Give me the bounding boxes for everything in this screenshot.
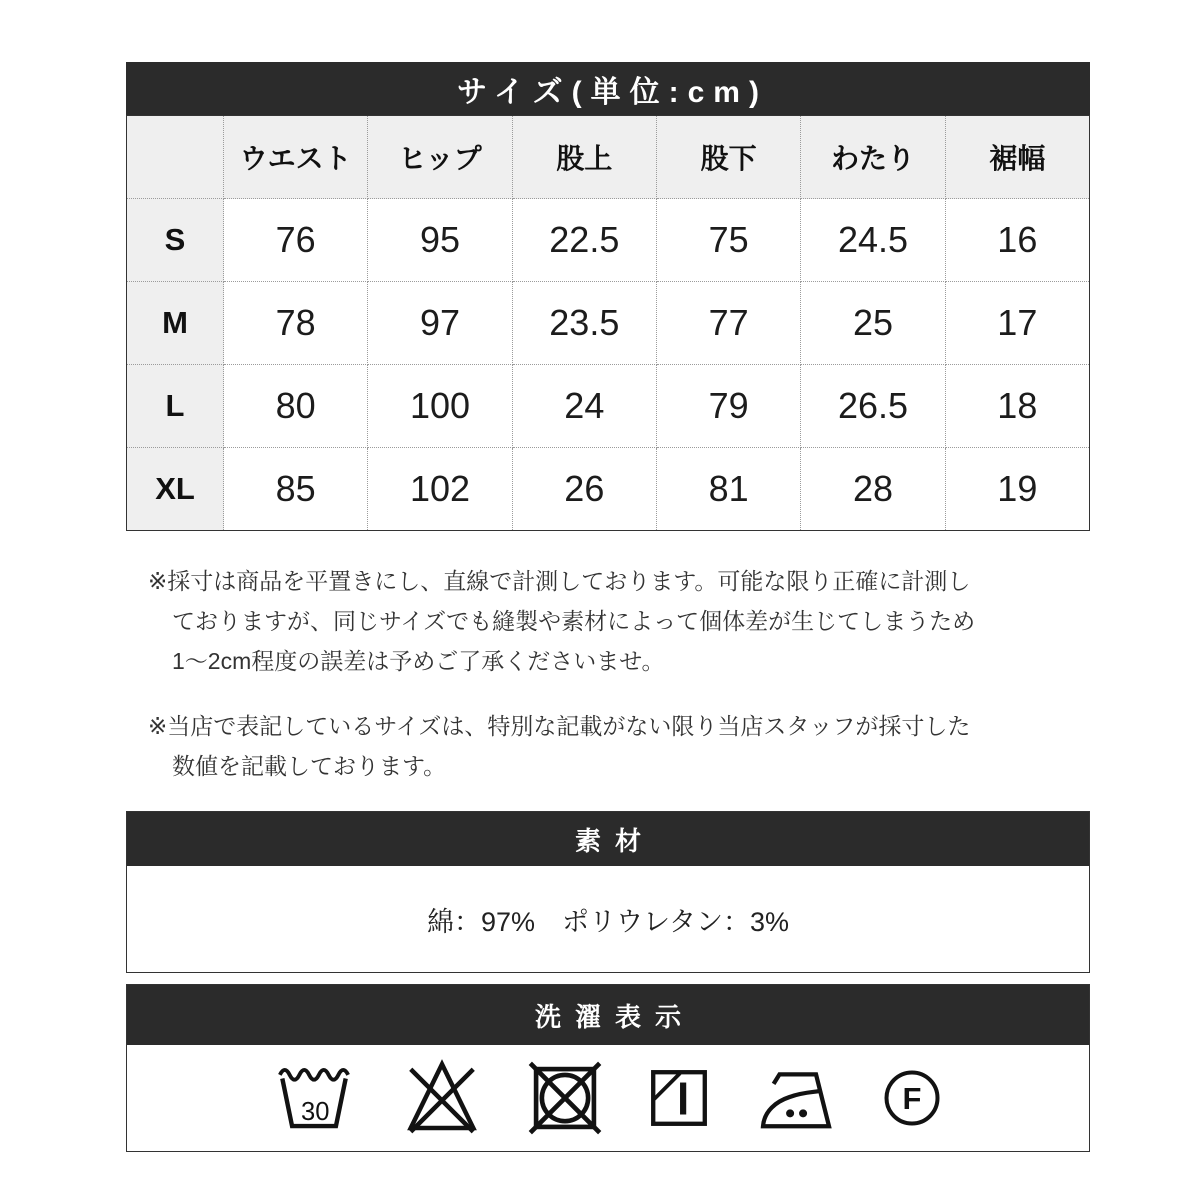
column-header: 股下 (656, 116, 800, 199)
measurement-cell: 16 (945, 199, 1089, 282)
measurement-cell: 76 (224, 199, 368, 282)
material-section (126, 811, 1090, 973)
measurement-cell: 24 (512, 365, 656, 448)
measurement-cell: 78 (224, 282, 368, 365)
column-header: 股上 (512, 116, 656, 199)
size-row-xl (127, 448, 1090, 531)
measurement-cell: 17 (945, 282, 1089, 365)
measurement-cell: 28 (801, 448, 945, 531)
measurement-cell: 100 (368, 365, 512, 448)
note-line: ※当店で表記しているサイズは、特別な記載がない限り当店スタッフが採寸した (148, 713, 971, 739)
material-title: 素材 (574, 825, 655, 856)
size-row-s (127, 199, 1090, 282)
note-line: ※採寸は商品を平置きにし、直線で計測しております。可能な限り正確に計測し (148, 568, 971, 594)
size-table-header (127, 116, 1090, 199)
note-1 (148, 561, 1090, 681)
measurement-cell: 75 (656, 199, 800, 282)
measurement-cell: 81 (656, 448, 800, 531)
size-table (126, 115, 1090, 531)
measurement-cell: 19 (945, 448, 1089, 531)
material-text: 綿：97% ポリウレタン：3% (427, 906, 789, 937)
dry-clean-letter: F (902, 1081, 922, 1116)
material-content (127, 866, 1089, 972)
laundry-title: 洗濯表示 (534, 1001, 695, 1032)
size-label: M (127, 282, 224, 365)
measurement-cell: 85 (224, 448, 368, 531)
size-label: XL (127, 448, 224, 531)
note-line: ておりますが、同じサイズでも縫製や素材によって個体差が生じてしまうため (172, 608, 976, 634)
measurement-cell: 79 (656, 365, 800, 448)
measurement-cell: 23.5 (512, 282, 656, 365)
wash-temperature-label: 30 (300, 1097, 330, 1126)
measurement-cell: 26 (512, 448, 656, 531)
note-line: 1〜2cm程度の誤差は予めご了承くださいませ。 (172, 648, 665, 674)
size-row-l (127, 365, 1090, 448)
size-title: サイズ(単位:cm) (457, 75, 768, 109)
size-row-m (127, 282, 1090, 365)
note-line: 数値を記載しております。 (172, 753, 447, 779)
measurement-cell: 25 (801, 282, 945, 365)
dry-clean-petroleum-F-icon (880, 1066, 944, 1130)
column-header: ヒップ (368, 116, 512, 199)
do-not-bleach-icon (400, 1058, 484, 1138)
measurement-cell: 80 (224, 365, 368, 448)
column-header: 裾幅 (945, 116, 1089, 199)
measurement-cell: 26.5 (801, 365, 945, 448)
iron-medium-heat-icon (756, 1065, 836, 1131)
size-section (126, 62, 1090, 531)
measurement-cell: 102 (368, 448, 512, 531)
do-not-tumble-dry-icon (528, 1061, 602, 1135)
size-label: L (127, 365, 224, 448)
size-table-body (127, 199, 1090, 531)
laundry-section (126, 984, 1090, 1152)
measurement-cell: 95 (368, 199, 512, 282)
wash-30-icon (272, 1059, 356, 1137)
measurement-cell: 77 (656, 282, 800, 365)
laundry-title-bar (127, 985, 1089, 1045)
material-title-bar (127, 812, 1089, 866)
column-header: わたり (801, 116, 945, 199)
size-table-corner-cell (127, 116, 224, 199)
measurement-cell: 22.5 (512, 199, 656, 282)
measurement-cell: 18 (945, 365, 1089, 448)
line-dry-in-shade-icon (646, 1065, 712, 1131)
product-size-chart (126, 62, 1090, 1152)
size-label: S (127, 199, 224, 282)
note-2 (148, 706, 1090, 786)
size-notes (148, 561, 1090, 786)
measurement-cell: 24.5 (801, 199, 945, 282)
laundry-icons (127, 1045, 1089, 1151)
size-title-bar (126, 62, 1090, 115)
column-header: ウエスト (224, 116, 368, 199)
measurement-cell: 97 (368, 282, 512, 365)
size-table-head-row (127, 116, 1090, 199)
